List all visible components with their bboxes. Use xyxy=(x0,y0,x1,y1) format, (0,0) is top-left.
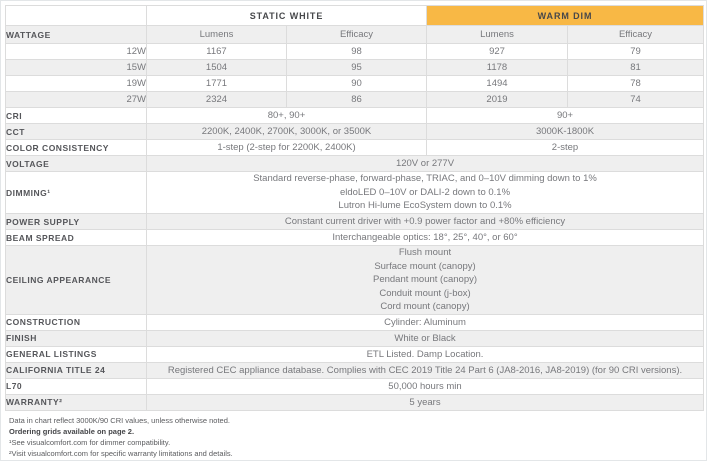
table-row-cct xyxy=(6,124,704,140)
sw-efficacy-value: 95 xyxy=(287,60,427,76)
construction-label: CONSTRUCTION xyxy=(6,314,147,330)
footnote-dimmer-compatibility: ¹See visualcomfort.com for dimmer compatibility. xyxy=(9,438,171,447)
ceiling-line-1: Flush mount xyxy=(398,247,452,258)
color-consistency-warm-dim-value: 2-step xyxy=(427,140,704,156)
warranty-label: WARRANTY² xyxy=(6,394,147,410)
voltage-label: VOLTAGE xyxy=(6,156,147,172)
cri-warm-dim-value: 90+ xyxy=(427,108,704,124)
static-white-efficacy-header: Efficacy xyxy=(287,26,427,44)
sw-lumens-value: 1167 xyxy=(147,44,287,60)
warm-dim-lumens-header: Lumens xyxy=(427,26,568,44)
power-supply-label: POWER SUPPLY xyxy=(6,214,147,230)
cri-static-white-value: 80+, 90+ xyxy=(147,108,427,124)
wd-lumens-value: 2019 xyxy=(427,92,568,108)
warm-dim-efficacy-header: Efficacy xyxy=(568,26,704,44)
ceiling-appearance-value xyxy=(147,246,704,315)
sw-lumens-value: 2324 xyxy=(147,92,287,108)
wattage-column-header: WATTAGE xyxy=(6,26,147,44)
wd-efficacy-value: 79 xyxy=(568,44,704,60)
california-title-24-label: CALIFORNIA TITLE 24 xyxy=(6,362,147,378)
ceiling-line-5: Cord mount (canopy) xyxy=(380,301,470,312)
footnote-ordering-grids: Ordering grids available on page 2. xyxy=(9,427,135,436)
table-row-19w xyxy=(6,76,704,92)
dimming-line-1: Standard reverse-phase, forward-phase, TRIAC, and 0–10V dimming down to 1% xyxy=(253,173,597,185)
footnote-warranty-details: ²Visit visualcomfort.com for specific warranty limitations and details. xyxy=(9,449,233,458)
beam-spread-value: Interchangeable optics: 18°, 25°, 40°, or 60° xyxy=(147,230,704,246)
construction-value: Cylinder: Aluminum xyxy=(147,314,704,330)
wattage-value: 12W xyxy=(6,44,147,60)
ceiling-appearance-label: CEILING APPEARANCE xyxy=(6,246,147,315)
general-listings-value: ETL Listed. Damp Location. xyxy=(147,346,704,362)
sw-efficacy-value: 98 xyxy=(287,44,427,60)
wattage-value: 19W xyxy=(6,76,147,92)
ceiling-line-4: Conduit mount (j-box) xyxy=(379,287,471,299)
table-row-27w xyxy=(6,92,704,108)
table-row-l70 xyxy=(6,378,704,394)
dimming-line-3: Lutron Hi-lume EcoSystem down to 0.1% xyxy=(338,200,512,212)
table-row-power-supply xyxy=(6,214,704,230)
table-row-ceiling-appearance xyxy=(6,246,704,315)
footnotes xyxy=(9,415,233,459)
wd-efficacy-value: 74 xyxy=(568,92,704,108)
table-row-beam-spread xyxy=(6,230,704,246)
corner-cell xyxy=(6,6,147,26)
table-row-finish xyxy=(6,330,704,346)
table-row-california-title-24 xyxy=(6,362,704,378)
table-row-warranty xyxy=(6,394,704,410)
cct-label: CCT xyxy=(6,124,147,140)
column-header-row xyxy=(6,26,704,44)
dimming-line-2: eldoLED 0–10V or DALI-2 down to 0.1% xyxy=(339,186,511,198)
finish-label: FINISH xyxy=(6,330,147,346)
cri-label: CRI xyxy=(6,108,147,124)
wd-lumens-value: 1178 xyxy=(427,60,568,76)
table-row-15w xyxy=(6,60,704,76)
group-header-row xyxy=(6,6,704,26)
color-consistency-static-white-value: 1-step (2-step for 2200K, 2400K) xyxy=(147,140,427,156)
table-row-voltage xyxy=(6,156,704,172)
table-row-cri xyxy=(6,108,704,124)
warranty-value: 5 years xyxy=(147,394,704,410)
dimming-label: DIMMING¹ xyxy=(6,172,147,214)
table-row-construction xyxy=(6,314,704,330)
wattage-value: 27W xyxy=(6,92,147,108)
static-white-header: STATIC WHITE xyxy=(147,6,427,26)
wd-efficacy-value: 81 xyxy=(568,60,704,76)
finish-value: White or Black xyxy=(147,330,704,346)
power-supply-value: Constant current driver with +0.9 power factor and +80% efficiency xyxy=(147,214,704,230)
sw-efficacy-value: 90 xyxy=(287,76,427,92)
color-consistency-label: COLOR CONSISTENCY xyxy=(6,140,147,156)
dimming-value xyxy=(147,172,704,214)
california-title-24-value: Registered CEC appliance database. Complies with CEC 2019 Title 24 Part 6 (JA8-2016, JA8-2019) (for 90 CRI versions). xyxy=(147,362,704,378)
specifications-table xyxy=(5,5,704,411)
voltage-value: 120V or 277V xyxy=(147,156,704,172)
sw-lumens-value: 1771 xyxy=(147,76,287,92)
sw-efficacy-value: 86 xyxy=(287,92,427,108)
table-row-12w xyxy=(6,44,704,60)
cct-static-white-value: 2200K, 2400K, 2700K, 3000K, or 3500K xyxy=(147,124,427,140)
l70-label: L70 xyxy=(6,378,147,394)
general-listings-label: GENERAL LISTINGS xyxy=(6,346,147,362)
wattage-value: 15W xyxy=(6,60,147,76)
cct-warm-dim-value: 3000K-1800K xyxy=(427,124,704,140)
sw-lumens-value: 1504 xyxy=(147,60,287,76)
ceiling-line-2: Surface mount (canopy) xyxy=(374,260,476,272)
wd-efficacy-value: 78 xyxy=(568,76,704,92)
footnote-data-basis: Data in chart reflect 3000K/90 CRI values, unless otherwise noted. xyxy=(9,416,230,425)
beam-spread-label: BEAM SPREAD xyxy=(6,230,147,246)
table-row-color-consistency xyxy=(6,140,704,156)
warm-dim-header: WARM DIM xyxy=(427,6,704,26)
ceiling-line-3: Pendant mount (canopy) xyxy=(372,274,478,285)
l70-value: 50,000 hours min xyxy=(147,378,704,394)
wd-lumens-value: 1494 xyxy=(427,76,568,92)
table-row-general-listings xyxy=(6,346,704,362)
table-row-dimming xyxy=(6,172,704,214)
wd-lumens-value: 927 xyxy=(427,44,568,60)
static-white-lumens-header: Lumens xyxy=(147,26,287,44)
